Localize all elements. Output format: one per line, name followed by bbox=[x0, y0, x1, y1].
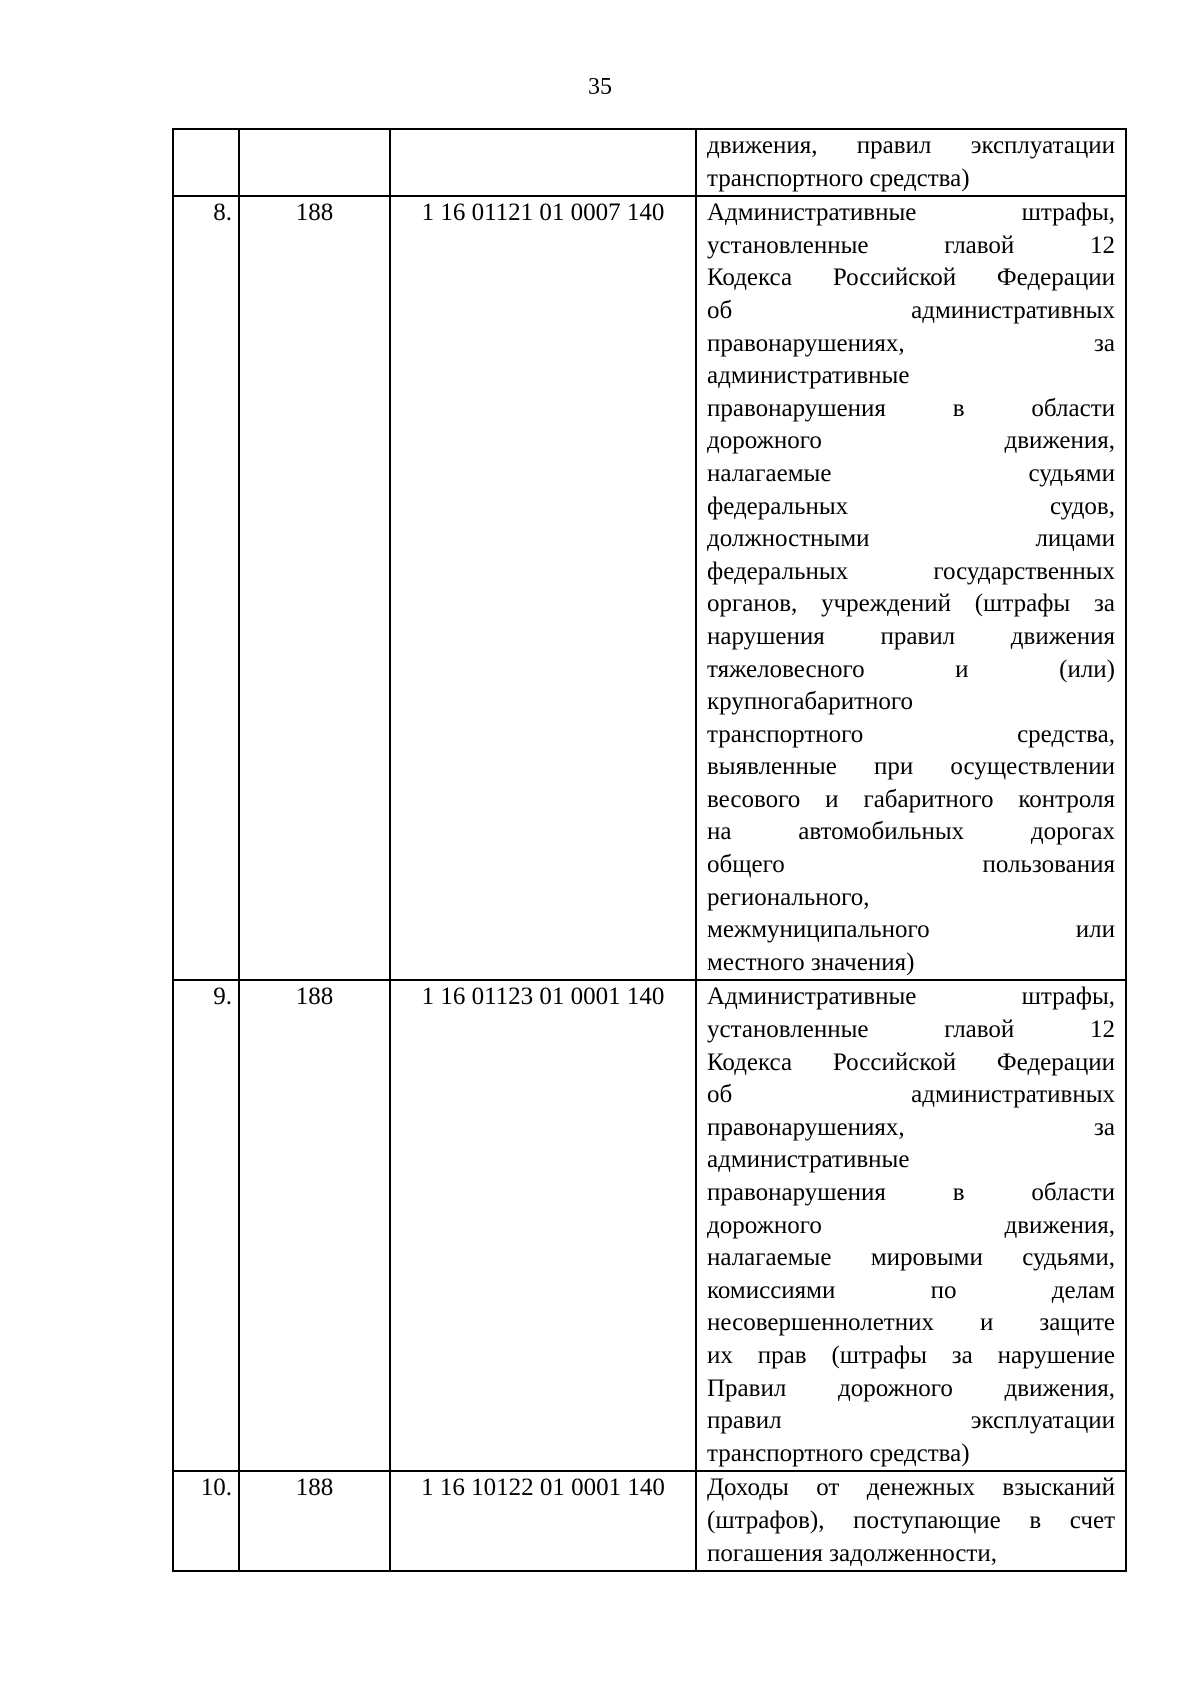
description-line: дорожного движения, bbox=[707, 427, 1115, 455]
page-number: 35 bbox=[588, 74, 612, 100]
table-row bbox=[173, 129, 1126, 196]
budget-codes-table bbox=[172, 128, 1127, 1572]
description-line: должностными лицами bbox=[707, 525, 1115, 553]
description-line: Кодекса Российской Федерации bbox=[707, 1048, 1115, 1076]
description-line: регионального, bbox=[707, 883, 870, 911]
description-line: весового и габаритного контроля bbox=[707, 785, 1115, 813]
row-number-cell: 9. bbox=[173, 980, 239, 1471]
admin-code-cell: 188 bbox=[239, 980, 390, 1471]
description-line: Доходы от денежных взысканий bbox=[707, 1474, 1115, 1502]
budget-classification-code-cell bbox=[390, 129, 696, 196]
table-row bbox=[173, 196, 1126, 980]
description-line: налагаемые мировыми судьями, bbox=[707, 1244, 1115, 1272]
description-line: административные bbox=[707, 1146, 910, 1174]
admin-code-cell bbox=[239, 129, 390, 196]
revenue-description-cell bbox=[696, 196, 1126, 980]
description-line: местного значения) bbox=[707, 948, 915, 976]
description-line: транспортного средства, bbox=[707, 720, 1115, 748]
description-line: дорожного движения, bbox=[707, 1211, 1115, 1239]
description-line: нарушения правил движения bbox=[707, 622, 1115, 650]
revenue-description-cell bbox=[696, 1471, 1126, 1571]
description-line: движения, правил эксплуатации bbox=[707, 132, 1115, 159]
description-line: административные bbox=[707, 362, 910, 390]
description-line: Административные штрафы, bbox=[707, 983, 1115, 1011]
description-line: выявленные при осуществлении bbox=[707, 753, 1115, 781]
admin-code-cell: 188 bbox=[239, 1471, 390, 1571]
description-line: правил эксплуатации bbox=[707, 1407, 1115, 1435]
description-line: Правил дорожного движения, bbox=[707, 1374, 1115, 1402]
description-line: правонарушениях, за bbox=[707, 1113, 1115, 1141]
description-line: федеральных государственных bbox=[707, 557, 1115, 585]
description-line: установленные главой 12 bbox=[707, 231, 1115, 259]
description-line: Административные штрафы, bbox=[707, 199, 1115, 227]
description-line: правонарушениях, за bbox=[707, 329, 1115, 357]
row-number-cell: 10. bbox=[173, 1471, 239, 1571]
description-line: Кодекса Российской Федерации bbox=[707, 264, 1115, 292]
description-line: об административных bbox=[707, 296, 1115, 324]
description-line: органов, учреждений (штрафы за bbox=[707, 590, 1115, 618]
description-line: тяжеловесного и (или) bbox=[707, 655, 1115, 683]
description-line: комиссиями по делам bbox=[707, 1276, 1115, 1304]
description-line: общего пользования bbox=[707, 851, 1115, 879]
budget-classification-code-cell: 1 16 01123 01 0001 140 bbox=[390, 980, 696, 1471]
description-line: установленные главой 12 bbox=[707, 1016, 1115, 1044]
description-line: межмуниципального или bbox=[707, 916, 1115, 944]
revenue-description-cell bbox=[696, 129, 1126, 196]
description-line: несовершеннолетних и защите bbox=[707, 1309, 1115, 1337]
budget-classification-code-cell: 1 16 01121 01 0007 140 bbox=[390, 196, 696, 980]
table-row bbox=[173, 980, 1126, 1471]
budget-classification-code-cell: 1 16 10122 01 0001 140 bbox=[390, 1471, 696, 1571]
description-line: транспортного средства) bbox=[707, 164, 970, 192]
description-line: (штрафов), поступающие в счет bbox=[707, 1506, 1115, 1534]
description-line: об административных bbox=[707, 1081, 1115, 1109]
table-body bbox=[173, 129, 1126, 1571]
description-line: на автомобильных дорогах bbox=[707, 818, 1115, 846]
description-line: правонарушения в области bbox=[707, 1179, 1115, 1206]
table-row bbox=[173, 1471, 1126, 1571]
description-line: их прав (штрафы за нарушение bbox=[707, 1341, 1115, 1369]
description-line: федеральных судов, bbox=[707, 492, 1115, 520]
description-line: транспортного средства) bbox=[707, 1439, 970, 1467]
row-number-cell: 8. bbox=[173, 196, 239, 980]
description-line: налагаемые судьями bbox=[707, 459, 1115, 487]
admin-code-cell: 188 bbox=[239, 196, 390, 980]
description-line: правонарушения в области bbox=[707, 394, 1115, 422]
description-line: погашения задолженности, bbox=[707, 1539, 997, 1567]
description-line: крупногабаритного bbox=[707, 688, 914, 716]
revenue-description-cell bbox=[696, 980, 1126, 1471]
row-number-cell bbox=[173, 129, 239, 196]
